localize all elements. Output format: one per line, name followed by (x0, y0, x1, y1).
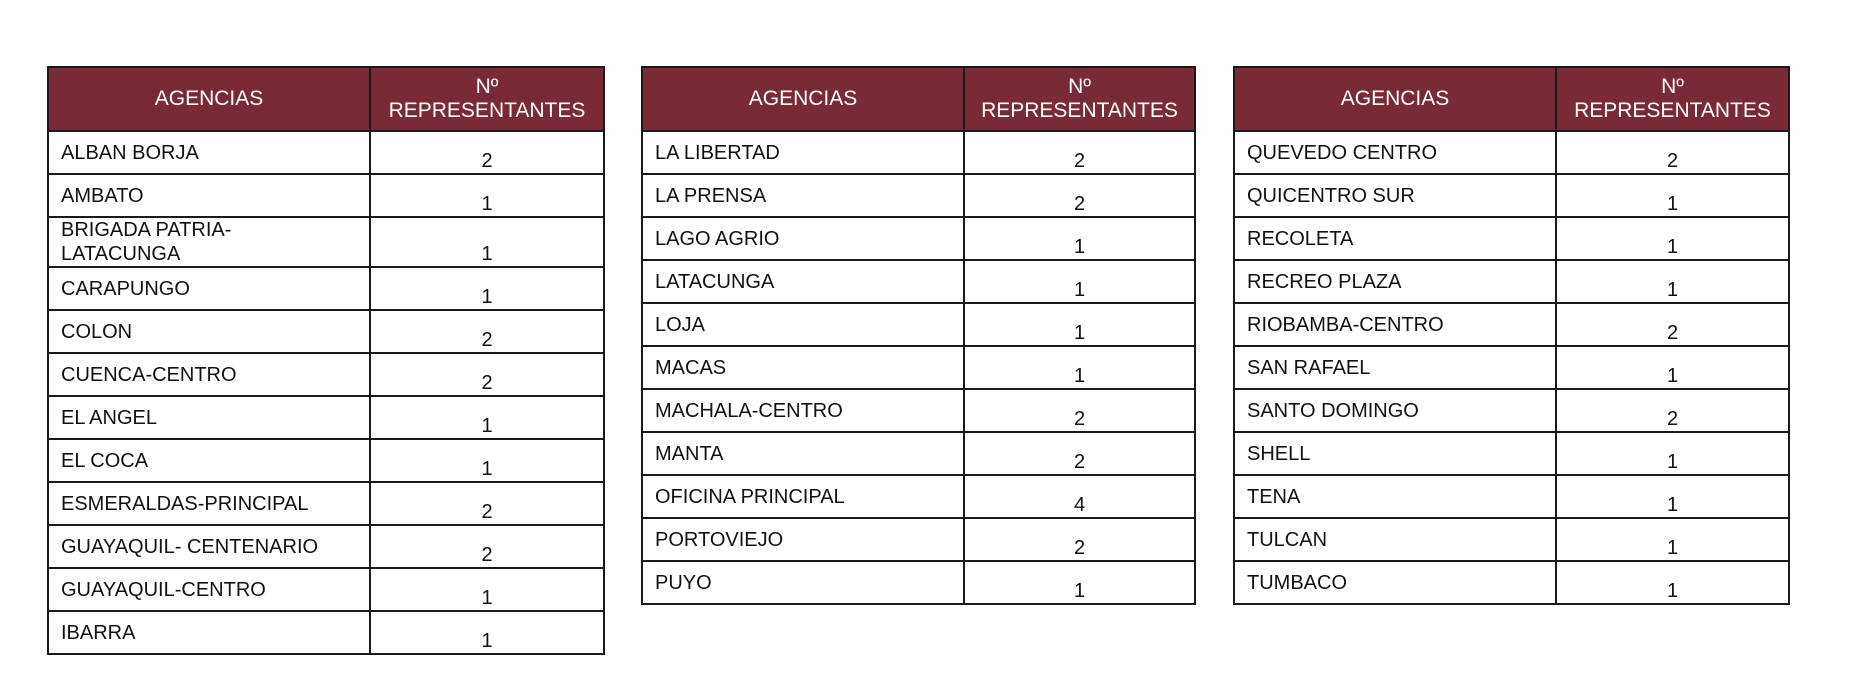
table-row (642, 346, 1195, 389)
representatives-count-cell: 1 (964, 217, 1195, 260)
table-row (642, 389, 1195, 432)
table-row (642, 303, 1195, 346)
representatives-count-cell: 2 (370, 525, 604, 568)
table-row (642, 217, 1195, 260)
representatives-count-cell: 1 (1556, 561, 1789, 604)
agency-name-cell: QUEVEDO CENTRO (1234, 131, 1556, 174)
table-row (1234, 131, 1789, 174)
count-header-line1: Nº (475, 75, 499, 98)
agency-name-cell: GUAYAQUIL-CENTRO (48, 568, 370, 611)
count-header-line2: REPRESENTANTES (1574, 99, 1771, 122)
table-row (642, 174, 1195, 217)
agency-name-cell: CUENCA-CENTRO (48, 353, 370, 396)
agency-name-cell: MACAS (642, 346, 964, 389)
representatives-count-cell: 1 (964, 303, 1195, 346)
table-header-row (1234, 67, 1789, 131)
table-row (1234, 346, 1789, 389)
agencies-table-3 (1233, 66, 1790, 605)
representatives-count-cell: 1 (370, 217, 604, 267)
representatives-count-cell: 2 (370, 131, 604, 174)
representatives-count-cell: 2 (1556, 303, 1789, 346)
agency-name-cell: MACHALA-CENTRO (642, 389, 964, 432)
table-body (642, 131, 1195, 604)
agency-name-cell: TENA (1234, 475, 1556, 518)
agency-name-cell: MANTA (642, 432, 964, 475)
table-row (1234, 518, 1789, 561)
table-row (642, 260, 1195, 303)
agency-name-cell: PUYO (642, 561, 964, 604)
representatives-count-cell: 1 (1556, 174, 1789, 217)
agency-column-header: AGENCIAS (642, 67, 964, 131)
representatives-count-cell: 1 (964, 346, 1195, 389)
table-row (1234, 303, 1789, 346)
representatives-count-cell: 1 (370, 174, 604, 217)
agency-name-cell: LATACUNGA (642, 260, 964, 303)
agency-name-cell: LAGO AGRIO (642, 217, 964, 260)
agency-name-cell: SANTO DOMINGO (1234, 389, 1556, 432)
representatives-count-cell: 2 (964, 432, 1195, 475)
representatives-count-cell: 2 (370, 482, 604, 525)
representatives-count-cell: 1 (1556, 475, 1789, 518)
table-row (1234, 432, 1789, 475)
table-header-row (48, 67, 604, 131)
table-row (642, 475, 1195, 518)
table-row (1234, 475, 1789, 518)
agency-name-cell: CARAPUNGO (48, 267, 370, 310)
agency-name-cell: GUAYAQUIL- CENTENARIO (48, 525, 370, 568)
agency-name-cell: TUMBACO (1234, 561, 1556, 604)
representatives-count-cell: 1 (1556, 217, 1789, 260)
representatives-count-cell: 1 (370, 396, 604, 439)
representatives-count-cell: 2 (1556, 131, 1789, 174)
representatives-count-cell: 1 (964, 561, 1195, 604)
agency-name-cell: EL ANGEL (48, 396, 370, 439)
table-body (1234, 131, 1789, 604)
table-row (642, 131, 1195, 174)
table-row (642, 518, 1195, 561)
agency-name-cell: LA PRENSA (642, 174, 964, 217)
representatives-count-cell: 1 (1556, 346, 1789, 389)
table-row (1234, 389, 1789, 432)
agency-name-cell: BRIGADA PATRIA- LATACUNGA (48, 217, 370, 267)
representatives-count-cell: 1 (370, 611, 604, 654)
agency-name-cell: SAN RAFAEL (1234, 346, 1556, 389)
representatives-count-cell: 2 (1556, 389, 1789, 432)
representatives-count-cell: 2 (370, 310, 604, 353)
representatives-column-header (964, 67, 1195, 131)
agencies-table-1 (47, 66, 605, 655)
agency-name-cell: TULCAN (1234, 518, 1556, 561)
representatives-count-cell: 1 (964, 260, 1195, 303)
agency-name-cell: OFICINA PRINCIPAL (642, 475, 964, 518)
agency-name-cell: EL COCA (48, 439, 370, 482)
table-row (48, 174, 604, 217)
agency-name-cell: LOJA (642, 303, 964, 346)
table-row (1234, 561, 1789, 604)
count-header-line1: Nº (1661, 75, 1684, 98)
table-row (48, 310, 604, 353)
agency-name-cell: RECOLETA (1234, 217, 1556, 260)
table-row (48, 568, 604, 611)
table-row (48, 267, 604, 310)
representatives-column-header (1556, 67, 1789, 131)
agency-name-cell: ESMERALDAS-PRINCIPAL (48, 482, 370, 525)
table-row (48, 611, 604, 654)
agency-column-header: AGENCIAS (1234, 67, 1556, 131)
count-header-line2: REPRESENTANTES (388, 99, 586, 122)
table-row (1234, 260, 1789, 303)
agency-name-cell: RECREO PLAZA (1234, 260, 1556, 303)
representatives-count-cell: 2 (964, 174, 1195, 217)
agency-name-cell: IBARRA (48, 611, 370, 654)
representatives-column-header (370, 67, 604, 131)
agency-name-cell: QUICENTRO SUR (1234, 174, 1556, 217)
agency-name-cell: SHELL (1234, 432, 1556, 475)
count-header-line2: REPRESENTANTES (981, 99, 1178, 122)
table-row (48, 525, 604, 568)
table-row (1234, 174, 1789, 217)
count-header-line1: Nº (1068, 75, 1091, 98)
representatives-count-cell: 1 (370, 439, 604, 482)
agencies-table-2 (641, 66, 1196, 605)
agency-name-cell: AMBATO (48, 174, 370, 217)
agency-name-cell: COLON (48, 310, 370, 353)
table-row (48, 353, 604, 396)
table-row (48, 396, 604, 439)
agency-column-header: AGENCIAS (48, 67, 370, 131)
table-row (1234, 217, 1789, 260)
table-row (642, 561, 1195, 604)
representatives-count-cell: 1 (370, 568, 604, 611)
representatives-count-cell: 2 (964, 389, 1195, 432)
table-row (48, 131, 604, 174)
agency-name-cell: RIOBAMBA-CENTRO (1234, 303, 1556, 346)
table-row (48, 217, 604, 267)
representatives-count-cell: 1 (1556, 518, 1789, 561)
representatives-count-cell: 1 (1556, 260, 1789, 303)
representatives-count-cell: 2 (964, 518, 1195, 561)
representatives-count-cell: 1 (1556, 432, 1789, 475)
representatives-count-cell: 2 (964, 131, 1195, 174)
representatives-count-cell: 4 (964, 475, 1195, 518)
agency-name-cell: PORTOVIEJO (642, 518, 964, 561)
table-row (642, 432, 1195, 475)
representatives-count-cell: 2 (370, 353, 604, 396)
table-body (48, 131, 604, 654)
table-row (48, 482, 604, 525)
table-header-row (642, 67, 1195, 131)
agency-name-cell: LA LIBERTAD (642, 131, 964, 174)
representatives-count-cell: 1 (370, 267, 604, 310)
table-row (48, 439, 604, 482)
agency-name-cell: ALBAN BORJA (48, 131, 370, 174)
